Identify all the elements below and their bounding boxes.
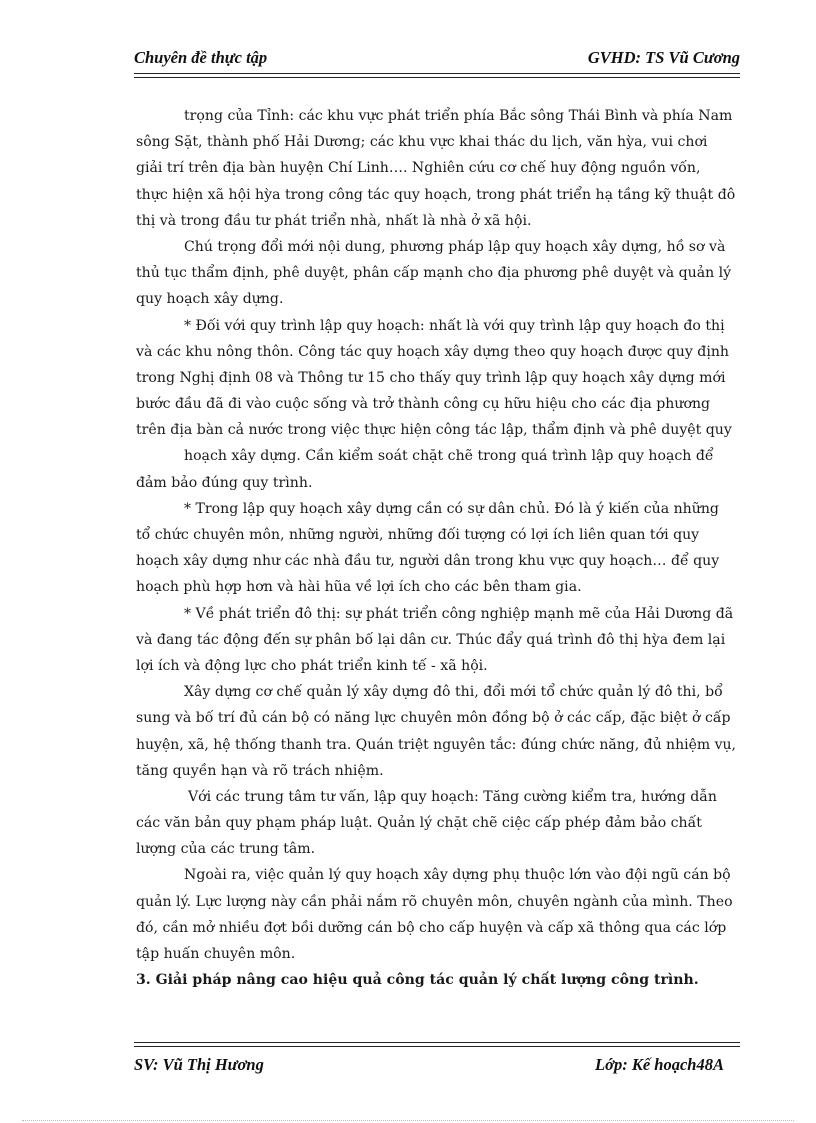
text-line: trong Nghị định 08 và Thông tư 15 cho thấy quy trình lập quy hoạch xây dựng mới bbox=[136, 369, 726, 386]
text-line: lợi ích và động lực cho phát triển kinh tế - xã hội. bbox=[136, 657, 488, 674]
text-line: * Trong lập quy hoạch xây dựng cần có sự dân chủ. Đó là ý kiến của những bbox=[184, 500, 719, 517]
text-line: Chú trọng đổi mới nội dung, phương pháp lập quy hoạch xây dựng, hồ sơ và bbox=[184, 238, 726, 255]
text-line: quy hoạch xây dựng. bbox=[136, 291, 284, 308]
footer-rule-bottom bbox=[134, 1046, 740, 1047]
text-line: Ngoài ra, việc quản lý quy hoạch xây dựng phụ thuộc lớn vào đội ngũ cán bộ bbox=[184, 867, 731, 884]
text-line: * Về phát triển đô thị: sự phát triển công nghiệp mạnh mẽ của Hải Dương đã bbox=[184, 605, 734, 622]
text-line: bước đầu đã đi vào cuộc sống và trở thành công cụ hữu hiệu cho các địa phương bbox=[136, 396, 711, 413]
text-line: hoạch xây dựng như các nhà đầu tư, người dân trong khu vực quy hoạch… để quy bbox=[136, 553, 720, 570]
text-line: thị và trong đầu tư phát triển nhà, nhất là nhà ở xã hội. bbox=[136, 212, 532, 229]
page-header bbox=[134, 48, 740, 68]
text-line: quản lý. Lực lượng này cần phải nắm rõ chuyên môn, chuyên ngành của mình. Theo bbox=[136, 893, 733, 910]
footer-rule-top bbox=[134, 1042, 740, 1043]
page-footer bbox=[134, 1055, 724, 1075]
text-line: trọng của Tỉnh: các khu vực phát triển phía Bắc sông Thái Bình và phía Nam bbox=[184, 108, 733, 124]
text-line: thủ tục thẩm định, phê duyệt, phân cấp mạnh cho địa phương phê duyệt và quản lý bbox=[136, 265, 732, 282]
footer-student: SV: Vũ Thị Hương bbox=[134, 1055, 264, 1074]
text-line: sông Sặt, thành phố Hải Dương; các khu vực khai thác du lịch, văn hỳa, vui chơi bbox=[136, 134, 708, 151]
footer-class: Lớp: Kế hoạch48A bbox=[595, 1055, 724, 1074]
text-line: đảm bảo đúng quy trình. bbox=[136, 474, 313, 491]
text-line: các văn bản quy phạm pháp luật. Quản lý chặt chẽ ciệc cấp phép đảm bảo chất bbox=[136, 815, 702, 832]
text-line: sung và bố trí đủ cán bộ có năng lực chuyên môn đồng bộ ở các cấp, đặc biệt ở cấp bbox=[136, 710, 731, 727]
text-line: tăng quyền hạn và rõ trách nhiệm. bbox=[136, 762, 384, 779]
text-line: và đang tác động đến sự phân bố lại dân cư. Thúc đẩy quá trình đô thị hỳa đem lại bbox=[136, 631, 726, 648]
text-line: hoạch xây dựng. Cần kiểm soát chặt chẽ trong quá trình lập quy hoạch để bbox=[184, 448, 714, 465]
text-line: và các khu nông thôn. Công tác quy hoạch xây dựng theo quy hoạch được quy định bbox=[136, 343, 729, 360]
text-line: * Đối với quy trình lập quy hoạch: nhất là với quy trình lập quy hoạch đo thị bbox=[184, 317, 725, 334]
text-line: tổ chức chuyên môn, những người, những đối tượng có lợi ích liên quan tới quy bbox=[136, 527, 700, 543]
text-line: Xây dựng cơ chế quản lý xây dựng đô thi, đổi mới tổ chức quản lý đô thi, bổ bbox=[184, 684, 723, 701]
text-line: tập huấn chuyên môn. bbox=[136, 946, 296, 962]
text-line: thực hiện xã hội hỳa trong công tác quy hoạch, trong phát triển hạ tầng kỹ thuật đô bbox=[136, 186, 736, 203]
text-line: Với các trung tâm tư vấn, lập quy hoạch: Tăng cường kiểm tra, hướng dẫn bbox=[188, 788, 717, 805]
document-body bbox=[136, 103, 738, 993]
header-supervisor: GVHD: TS Vũ Cương bbox=[587, 48, 740, 67]
text-line: lượng của các trung tâm. bbox=[136, 841, 316, 858]
text-line: đó, cần mở nhiều đợt bồi dưỡng cán bộ cho cấp huyện và cấp xã thông qua các lớp bbox=[136, 919, 727, 936]
text-line: giải trí trên địa bàn huyện Chí Linh…. Nghiên cứu cơ chế huy động nguồn vốn, bbox=[136, 160, 701, 177]
header-rule-bottom bbox=[134, 77, 740, 78]
page-edge-divider bbox=[22, 1120, 794, 1121]
text-line: hoạch phù hợp hơn và hài hũa về lợi ích cho các bên tham gia. bbox=[136, 579, 582, 596]
section-heading: 3. Giải pháp nâng cao hiệu quả công tác quản lý chất lượng công trình. bbox=[136, 972, 699, 989]
text-line: trên địa bàn cả nước trong việc thực hiện công tác lập, thẩm định và phê duyệt quy bbox=[136, 422, 732, 439]
text-line: huyện, xã, hệ thống thanh tra. Quán triệt nguyên tắc: đúng chức năng, đủ nhiệm vụ, bbox=[136, 736, 736, 753]
header-topic: Chuyên đề thực tập bbox=[134, 48, 268, 67]
header-rule-top bbox=[134, 73, 740, 74]
